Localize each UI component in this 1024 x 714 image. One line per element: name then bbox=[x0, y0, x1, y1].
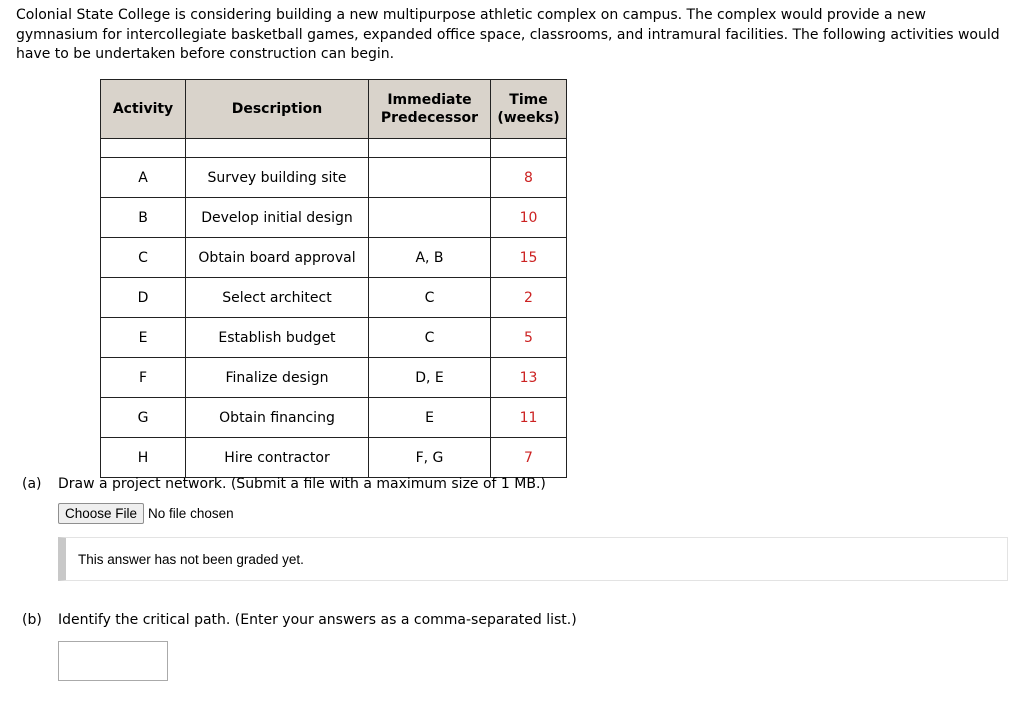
time-cell: 10 bbox=[491, 198, 567, 238]
table-row bbox=[101, 438, 567, 478]
header-time: Time (weeks) bbox=[491, 80, 567, 139]
description-cell: Survey building site bbox=[186, 158, 369, 198]
time-cell: 2 bbox=[491, 278, 567, 318]
time-cell: 11 bbox=[491, 398, 567, 438]
activity-cell: E bbox=[101, 318, 186, 358]
predecessor-cell bbox=[369, 198, 491, 238]
activity-cell: C bbox=[101, 238, 186, 278]
table-row bbox=[101, 358, 567, 398]
table-spacer-row bbox=[101, 139, 567, 158]
part-b-question bbox=[22, 612, 577, 628]
header-description: Description bbox=[186, 80, 369, 139]
activities-table bbox=[100, 79, 567, 478]
problem-intro: Colonial State College is considering building a new multipurpose athletic complex on campus. The complex would provide a new gymnasium for intercollegiate basketball games, expanded office space, classrooms, and intramural facilities. The following activities would have to be undertaken before construction can begin. bbox=[16, 7, 1000, 62]
predecessor-cell: C bbox=[369, 318, 491, 358]
grading-note: This answer has not been graded yet. bbox=[78, 552, 304, 567]
description-cell: Hire contractor bbox=[186, 438, 369, 478]
time-cell: 8 bbox=[491, 158, 567, 198]
choose-file-button[interactable]: Choose File bbox=[58, 503, 144, 524]
table-row bbox=[101, 238, 567, 278]
table-row bbox=[101, 278, 567, 318]
predecessor-cell: A, B bbox=[369, 238, 491, 278]
description-cell: Obtain board approval bbox=[186, 238, 369, 278]
time-cell: 15 bbox=[491, 238, 567, 278]
activity-cell: B bbox=[101, 198, 186, 238]
predecessor-cell: E bbox=[369, 398, 491, 438]
activity-cell: A bbox=[101, 158, 186, 198]
table-row bbox=[101, 158, 567, 198]
description-cell: Select architect bbox=[186, 278, 369, 318]
grading-note-box bbox=[58, 537, 1008, 581]
predecessor-cell: C bbox=[369, 278, 491, 318]
activity-cell: G bbox=[101, 398, 186, 438]
predecessor-cell bbox=[369, 158, 491, 198]
description-cell: Establish budget bbox=[186, 318, 369, 358]
critical-path-input[interactable] bbox=[58, 641, 168, 681]
predecessor-cell: F, G bbox=[369, 438, 491, 478]
part-a-question bbox=[22, 476, 546, 492]
description-cell: Develop initial design bbox=[186, 198, 369, 238]
activity-cell: D bbox=[101, 278, 186, 318]
description-cell: Obtain financing bbox=[186, 398, 369, 438]
file-status: No file chosen bbox=[148, 506, 234, 521]
activity-cell: F bbox=[101, 358, 186, 398]
header-predecessor: Immediate Predecessor bbox=[369, 80, 491, 139]
table-row bbox=[101, 398, 567, 438]
part-a-label: (a) bbox=[22, 476, 42, 492]
time-cell: 13 bbox=[491, 358, 567, 398]
description-cell: Finalize design bbox=[186, 358, 369, 398]
table-row bbox=[101, 198, 567, 238]
file-upload bbox=[58, 503, 234, 524]
time-cell: 5 bbox=[491, 318, 567, 358]
time-cell: 7 bbox=[491, 438, 567, 478]
table-row bbox=[101, 318, 567, 358]
predecessor-cell: D, E bbox=[369, 358, 491, 398]
activity-cell: H bbox=[101, 438, 186, 478]
part-a-text: Draw a project network. (Submit a file with a maximum size of 1 MB.) bbox=[58, 476, 546, 492]
table-header-row bbox=[101, 80, 567, 139]
part-b-text: Identify the critical path. (Enter your answers as a comma-separated list.) bbox=[58, 612, 577, 628]
header-activity: Activity bbox=[101, 80, 186, 139]
part-b-label: (b) bbox=[22, 612, 42, 628]
